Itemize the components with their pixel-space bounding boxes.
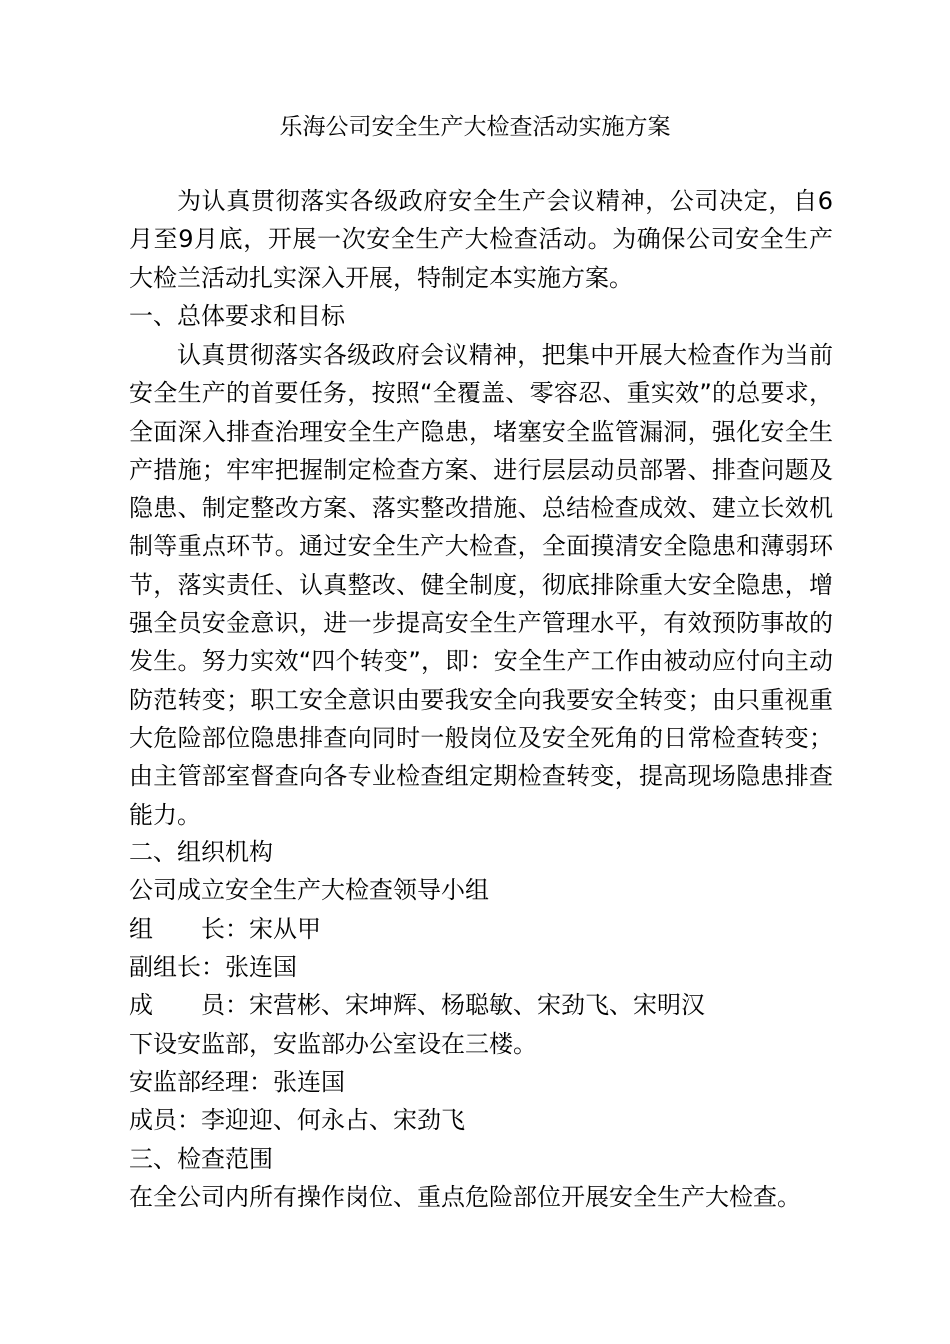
group-leader-line: 组 长：宋从甲 <box>129 915 321 943</box>
section-1-body: 认真贯彻落实各级政府会议精神，把集中开展大检查作为当前安全生产的首要任务，按照“全覆盖、零容忍、重实效”的总要求，全面深入排查治理安全生产隐患，堵塞安全监管漏洞，强化安全生产措施；牢牢把握制定检查方案、进行层层动员部署、排查问题及隐患、制定整改方案、落实整改措施、总结检查成效、建立长效机制等重点环节。通过安全生产大检查，全面摸清安全隐患和薄弱环节，落实责任、认真整改、健全制度，彻底排除重大安全隐患，增强全员安金意识，进一步提高安全生产管理水平，有效预防事故的发生。努力实效“四个转变”，即：安全生产工作由被动应付向主动防范转变；职工安全意识由要我安全向我要安全转变；由只重视重大危险部位隐患排查向同时一般岗位及安全死角的日常检查转变；由主管部室督查向各专业检查组定期检查转变，提高现场隐患排查能力。 <box>129 341 833 829</box>
safety-office-line: 下设安监部，安监部办公室设在三楼。 <box>129 1030 537 1058</box>
group-members-line: 成 员：宋营彬、宋坤辉、杨聪敏、宋劲飞、宋明汉 <box>129 991 705 1019</box>
leading-group-line: 公司成立安全生产大检查领导小组 <box>129 876 489 904</box>
section-2-heading: 二、组织机构 <box>129 838 273 866</box>
document-title: 乐海公司安全生产大检查活动实施方案 <box>279 114 671 140</box>
safety-manager-line: 安监部经理：张连国 <box>129 1068 345 1096</box>
section-3-body: 在全公司内所有操作岗位、重点危险部位开展安全生产大检查。 <box>129 1183 801 1211</box>
intro-paragraph: 为认真贯彻落实各级政府安全生产会议精神，公司决定，自6月至9月底，开展一次安全生产大检查活动。为确保公司安全生产大检兰活动扎实深入开展，特制定本实施方案。 <box>129 187 833 292</box>
section-3-heading: 三、检查范围 <box>129 1145 273 1173</box>
deputy-leader-line: 副组长：张连国 <box>129 953 297 981</box>
safety-office-members-line: 成员：李迎迎、何永占、宋劲飞 <box>129 1106 465 1134</box>
section-1-heading: 一、总体要求和目标 <box>129 302 345 330</box>
